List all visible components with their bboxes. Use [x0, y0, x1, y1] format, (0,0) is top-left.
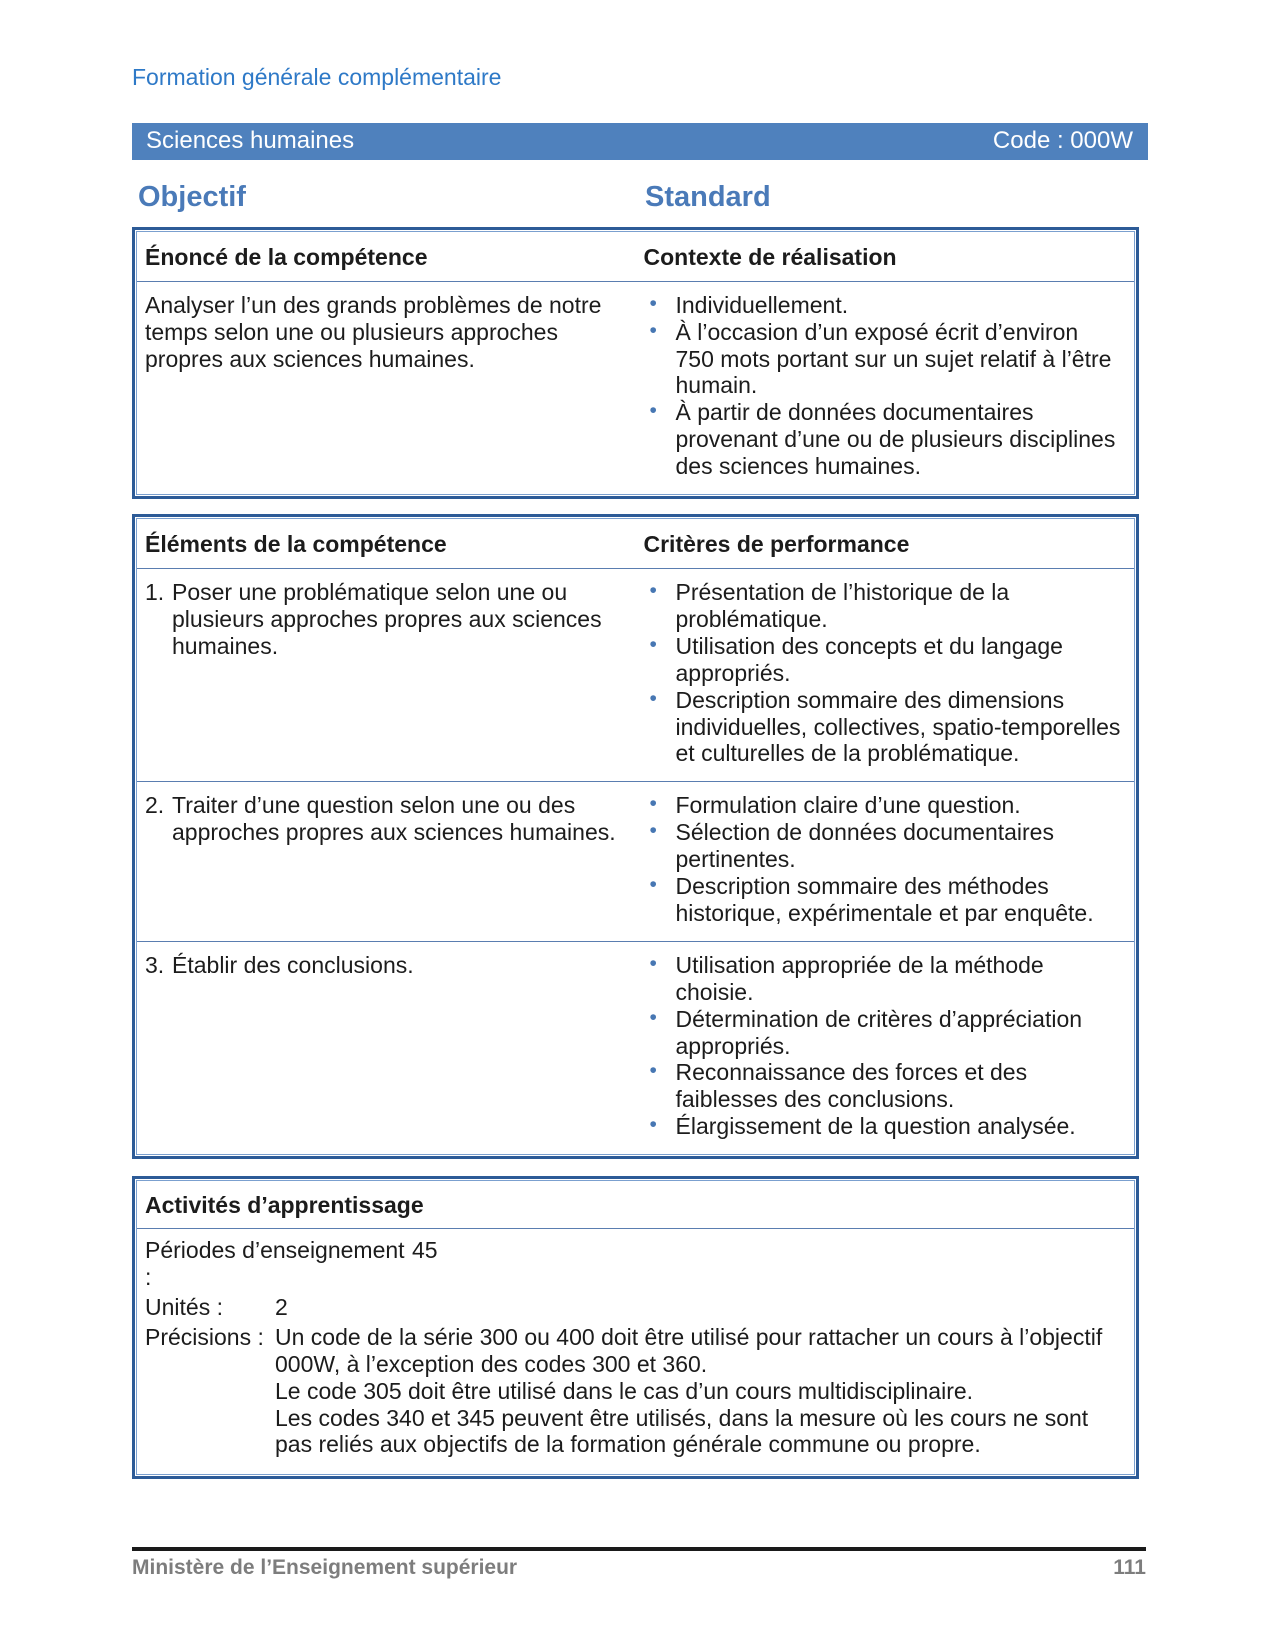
competency-statement-cell [137, 282, 636, 494]
element-number: 1. [145, 578, 165, 605]
footer-ministry-label: Ministère de l’Enseignement supérieur [132, 1556, 518, 1579]
precisions-paragraph: Les codes 340 et 345 peuvent être utilisés, dans la mesure où les cours ne sont pas reliés aux objectifs de la formation générale commune ou propre. [275, 1404, 1089, 1458]
document-section-label: Formation générale complémentaire [132, 64, 502, 90]
criteria-bullet-list [644, 579, 1123, 767]
context-bullet-list [644, 292, 1123, 480]
table2-right-header: Critères de performance [643, 531, 910, 558]
list-item: • Individuellement. [644, 292, 1123, 319]
precisions-text [275, 1324, 1122, 1459]
table1-body-row [137, 282, 1134, 494]
list-item: • Description sommaire des méthodes historique, expérimentale et par enquête. [644, 873, 1123, 927]
list-item: • Description sommaire des dimensions individuelles, collectives, spatio-temporelles et culturelles de la problématique. [644, 687, 1123, 768]
criteria-bullet-list [644, 792, 1123, 927]
precisions-paragraph: Un code de la série 300 ou 400 doit être utilisé pour rattacher un cours à l’objectif 000W, à l’exception des codes 300 et 360. [275, 1323, 1103, 1377]
table1-header-row [137, 232, 1134, 282]
element-text: Poser une problématique selon une ou plusieurs approches propres aux sciences humaines. [172, 578, 602, 659]
learning-activities-body [137, 1229, 1134, 1474]
competency-statement-table [132, 227, 1139, 499]
list-item: • Utilisation des concepts et du langage appropriés. [644, 633, 1123, 687]
list-item: • Détermination de critères d’appréciation appropriés. [644, 1006, 1123, 1060]
element-number: 2. [145, 792, 165, 819]
table-row [137, 569, 1134, 781]
criteria-cell [636, 942, 1135, 1154]
list-item: • Formulation claire d’une question. [644, 792, 1123, 819]
table2-header-row [137, 519, 1134, 569]
subject-title: Sciences humaines [146, 127, 355, 155]
realisation-context-cell [636, 282, 1135, 494]
element-cell [137, 569, 636, 781]
field-units [145, 1294, 1122, 1321]
table1-right-header: Contexte de réalisation [643, 243, 897, 270]
list-item: • À l’occasion d’un exposé écrit d’environ 750 mots portant sur un sujet relatif à l’être humain. [644, 319, 1123, 400]
field-label: Précisions : [145, 1323, 264, 1350]
subject-banner [132, 123, 1148, 160]
list-item: • Sélection de données documentaires pertinentes. [644, 819, 1123, 873]
criteria-cell [636, 569, 1135, 781]
list-item: • Élargissement de la question analysée. [644, 1113, 1123, 1140]
criteria-bullet-list [644, 952, 1123, 1140]
competency-statement-text: Analyser l’un des grands problèmes de notre temps selon une ou plusieurs approches propres aux sciences humaines. [145, 291, 602, 372]
element-number: 3. [145, 951, 165, 978]
table-row [137, 781, 1134, 941]
list-item: • À partir de données documentaires provenant d’une ou de plusieurs disciplines des sciences humaines. [644, 399, 1123, 480]
criteria-cell [636, 782, 1135, 941]
element-cell [137, 782, 636, 941]
table-row [137, 941, 1134, 1154]
field-value: 45 [412, 1237, 438, 1264]
competency-elements-table [132, 514, 1139, 1159]
column-headings [132, 181, 1148, 215]
list-item: • Présentation de l’historique de la problématique. [644, 579, 1123, 633]
field-label: Unités : [145, 1293, 223, 1320]
element-cell [137, 942, 636, 1154]
field-teaching-periods [145, 1237, 1122, 1291]
learning-activities-header: Activités d’apprentissage [137, 1181, 1134, 1229]
table1-left-header: Énoncé de la compétence [145, 243, 428, 270]
precisions-paragraph: Le code 305 doit être utilisé dans le cas d’un cours multidisciplinaire. [275, 1377, 974, 1404]
element-text: Établir des conclusions. [172, 951, 414, 978]
field-precisions [145, 1324, 1122, 1459]
standard-heading: Standard [645, 180, 771, 213]
field-label: Périodes d’enseignement : [145, 1237, 405, 1291]
table2-left-header: Éléments de la compétence [145, 531, 447, 558]
list-item: • Utilisation appropriée de la méthode choisie. [644, 952, 1123, 1006]
subject-code: Code : 000W [992, 127, 1133, 155]
element-text: Traiter d’une question selon une ou des approches propres aux sciences humaines. [172, 792, 616, 846]
objectif-heading: Objectif [138, 180, 246, 213]
page-footer [132, 1547, 1146, 1581]
list-item: • Reconnaissance des forces et des faiblesses des conclusions. [644, 1059, 1123, 1113]
page-content [132, 0, 1148, 1479]
learning-activities-table [132, 1176, 1139, 1479]
page-number: 111 [1113, 1556, 1146, 1579]
field-value: 2 [275, 1293, 288, 1320]
